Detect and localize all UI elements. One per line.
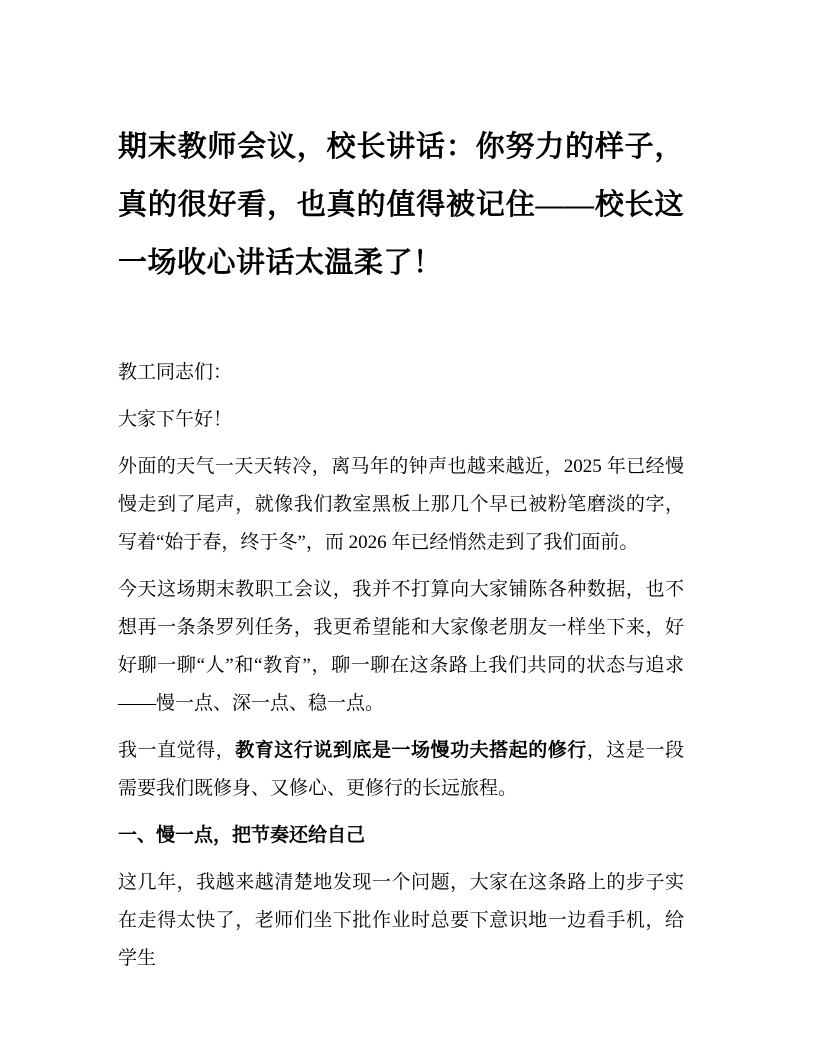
belief-paragraph: [118, 732, 684, 808]
belief-paragraph-prefix: 我一直觉得，: [118, 740, 236, 761]
document-body: [118, 354, 684, 978]
weather-paragraph: 外面的天气一天天转冷，离马年的钟声也越来越近，2025 年已经慢慢走到了尾声，就像我们教室黑板上那几个早已被粉笔磨淡的字，写着“始于春，终于冬”，而 2026 年已经悄然走到了我们面前。: [118, 456, 684, 553]
document-content: [118, 118, 684, 987]
meeting-purpose-paragraph: 今天这场期末教职工会议，我并不打算向大家铺陈各种数据，也不想再一条条罗列任务，我更希望能和大家像老朋友一样坐下来，好好聊一聊“人”和“教育”，聊一聊在这条路上我们共同的状态与追求——慢一点、深一点、稳一点。: [118, 579, 684, 714]
section-1-heading: 一、慢一点，把节奏还给自己: [118, 825, 366, 846]
belief-paragraph-suffix: ，这是一段需要我们既修身、又修心、更修行的长远旅程。: [118, 740, 684, 799]
belief-paragraph-bold-phrase: 教育这行说到底是一场慢功夫搭起的修行: [235, 740, 587, 761]
section-1-paragraph: 这几年，我越来越清楚地发现一个问题，大家在这条路上的步子实在走得太快了，老师们坐下批作业时总要下意识地一边看手机，给学生: [118, 872, 684, 969]
greeting-paragraph: 大家下午好！: [118, 409, 233, 430]
salutation-paragraph: 教工同志们：: [118, 362, 233, 383]
document-title: 期末教师会议，校长讲话：你努力的样子，真的很好看，也真的值得被记住——校长这一场收心讲话太温柔了！: [118, 131, 684, 279]
